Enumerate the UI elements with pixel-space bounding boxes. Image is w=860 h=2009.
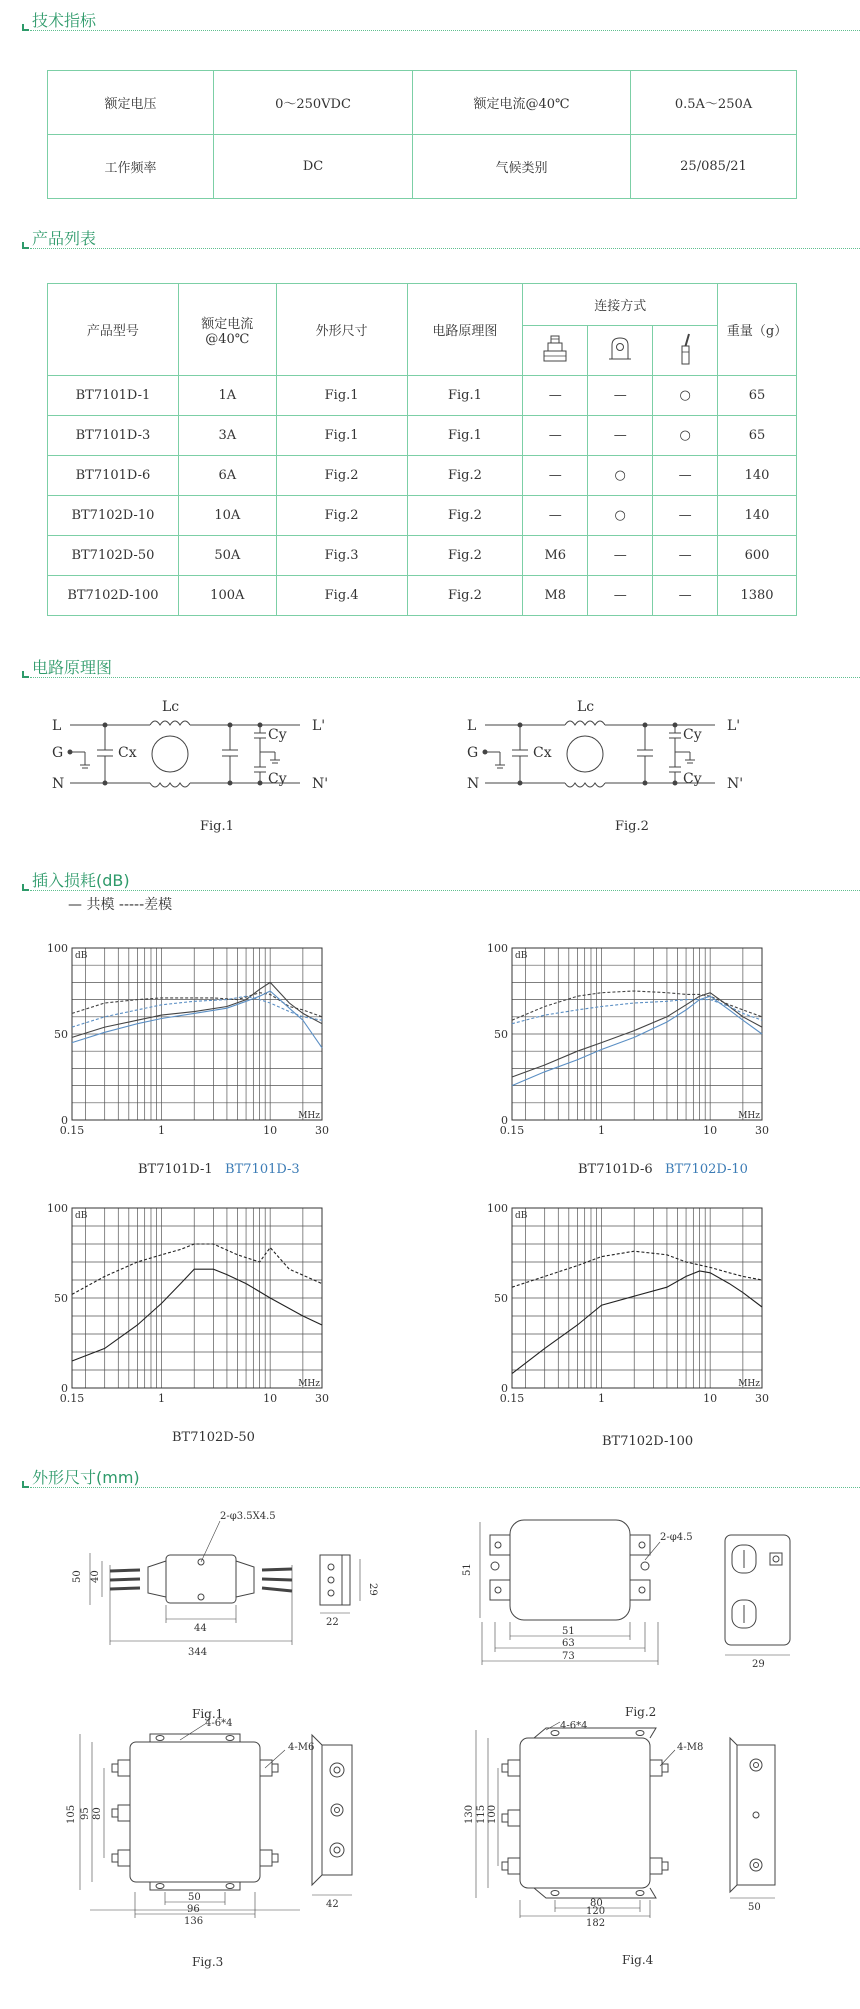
y-tick-label: 0 (61, 1114, 68, 1127)
spec-label: 额定电压 (48, 71, 214, 135)
y-tick-label: 50 (54, 1028, 68, 1041)
chart-caption-1: BT7101D-1 BT7101D-3 (138, 1162, 300, 1177)
insertion-loss-chart-1 (47, 940, 360, 1140)
dimension-drawing-fig4 (460, 1720, 820, 1929)
dimension-drawing-fig1 (70, 1505, 400, 1675)
series-line-2 (512, 1251, 762, 1287)
series-line-3 (512, 996, 762, 1085)
spec-label: 额定电流@40℃ (413, 71, 631, 135)
section-corner (22, 242, 29, 249)
connection-icon-faston (588, 326, 653, 376)
y-tick-label: 100 (487, 1202, 508, 1215)
spec-value: 25/085/21 (631, 135, 797, 199)
section-title-circuit: 电路原理图 (32, 658, 113, 677)
chart-legend: — 共模 -----差模 (68, 897, 173, 913)
table-row (48, 376, 797, 416)
dim-hole: 4-6*4 (560, 1720, 588, 1732)
header-size: 外形尺寸 (276, 284, 407, 376)
section-divider (30, 30, 860, 31)
dimension-drawing-fig2 (460, 1510, 820, 1680)
dim-w182: 182 (586, 1918, 606, 1929)
x-tick-label: 0.15 (59, 1392, 85, 1405)
table-cell: ○ (653, 376, 718, 416)
circuit-label-g: G (52, 745, 64, 761)
dim-h50: 50 (72, 1570, 83, 1583)
series-line-2 (512, 991, 762, 1020)
y-tick-label: 50 (494, 1292, 508, 1305)
section-divider (30, 890, 860, 891)
spec-label: 工作频率 (48, 135, 214, 199)
table-row (48, 576, 797, 616)
table-cell: Fig.2 (407, 576, 523, 616)
table-cell: — (523, 376, 588, 416)
table-cell: BT7101D-1 (48, 376, 179, 416)
circuit-label-cx: Cx (118, 745, 137, 761)
circuit-label-l: L (52, 718, 62, 734)
dim-hole: 4-6*4 (205, 1718, 233, 1729)
insertion-loss-chart-3 (47, 1200, 360, 1410)
dim-d50: 50 (748, 1902, 761, 1913)
table-cell: BT7102D-100 (48, 576, 179, 616)
dim-w96: 96 (187, 1904, 200, 1915)
dim-h95: 95 (80, 1807, 91, 1820)
spec-value: DC (214, 135, 413, 199)
table-cell: — (523, 416, 588, 456)
table-row (48, 496, 797, 536)
circuit-label-lc: Lc (577, 699, 595, 715)
dim-thread: 4-M6 (288, 1742, 315, 1753)
header-weight: 重量（g） (718, 284, 797, 376)
header-model: 产品型号 (48, 284, 179, 376)
section-title-tech: 技术指标 (32, 11, 97, 30)
series-line-1 (512, 1271, 762, 1374)
dim-h115: 115 (476, 1804, 487, 1824)
x-tick-label: 30 (315, 1124, 329, 1137)
y-tick-label: 0 (501, 1114, 508, 1127)
table-cell: Fig.1 (276, 376, 407, 416)
y-tick-label: 0 (61, 1382, 68, 1395)
x-tick-label: 10 (703, 1392, 718, 1405)
table-cell: — (523, 496, 588, 536)
table-cell: Fig.1 (276, 416, 407, 456)
table-cell: Fig.3 (276, 536, 407, 576)
y-tick-label: 50 (494, 1028, 508, 1041)
table-cell: — (653, 456, 718, 496)
x-tick-label: 1 (598, 1124, 606, 1137)
table-cell: 140 (718, 456, 797, 496)
y-tick-label: 100 (47, 1202, 68, 1215)
x-tick-label: 10 (263, 1392, 278, 1405)
dim-w63: 63 (562, 1638, 575, 1649)
dim-caption-fig4: Fig.4 (622, 1953, 654, 1967)
section-title-dims: 外形尺寸(mm) (32, 1468, 140, 1487)
table-cell: 600 (718, 536, 797, 576)
section-title-loss: 插入损耗(dB) (32, 871, 130, 890)
table-cell: 50A (178, 536, 276, 576)
dim-caption-fig2: Fig.2 (625, 1705, 657, 1719)
chart-caption-4: BT7102D-100 (602, 1434, 694, 1449)
dim-w344: 344 (188, 1647, 208, 1658)
dim-d42: 42 (326, 1899, 339, 1910)
table-cell: 10A (178, 496, 276, 536)
section-title-products: 产品列表 (32, 229, 97, 248)
dim-w73: 73 (562, 1651, 575, 1662)
table-row (48, 416, 797, 456)
x-axis-label: MHz (738, 1379, 760, 1389)
series-line-1 (72, 982, 322, 1037)
x-tick-label: 0.15 (499, 1124, 525, 1137)
table-row (48, 456, 797, 496)
y-tick-label: 0 (501, 1382, 508, 1395)
dim-d29: 29 (752, 1659, 765, 1670)
wire-lead-icon (670, 332, 700, 366)
dim-w44: 44 (194, 1623, 207, 1634)
x-axis-label: MHz (298, 1379, 320, 1389)
y-axis-label: dB (75, 1211, 88, 1221)
dimension-drawing-fig3 (60, 1718, 400, 1927)
chart-grid (512, 948, 762, 1120)
section-corner (22, 24, 29, 31)
circuit-label-cy: Cy (683, 727, 702, 743)
x-tick-label: 1 (598, 1392, 606, 1405)
circuit-caption: Fig.2 (615, 819, 649, 834)
chart-grid (72, 1208, 322, 1388)
faston-terminal-icon (605, 333, 635, 365)
circuit-caption: Fig.1 (200, 819, 234, 834)
circuit-label-lc: Lc (162, 699, 180, 715)
table-cell: 65 (718, 416, 797, 456)
stud-terminal-icon (540, 333, 570, 365)
table-cell: — (588, 376, 653, 416)
section-corner (22, 884, 29, 891)
chart-caption-3: BT7102D-50 (172, 1430, 255, 1445)
circuit-label-n: N (52, 776, 65, 792)
table-row (48, 536, 797, 576)
x-axis-label: MHz (738, 1111, 760, 1121)
table-cell: Fig.2 (407, 496, 523, 536)
x-tick-label: 0.15 (59, 1124, 85, 1137)
x-tick-label: 10 (703, 1124, 718, 1137)
table-cell: 140 (718, 496, 797, 536)
table-cell: — (653, 536, 718, 576)
dim-h100: 100 (487, 1804, 498, 1824)
x-tick-label: 30 (755, 1124, 769, 1137)
table-cell: BT7102D-50 (48, 536, 179, 576)
circuit-label-l: L (467, 718, 477, 734)
circuit-label-g: G (467, 745, 479, 761)
y-tick-label: 100 (47, 942, 68, 955)
connection-icon-stud (523, 326, 588, 376)
header-current: 额定电流 @40℃ (178, 284, 276, 376)
chart-caption-2: BT7101D-6 BT7102D-10 (578, 1162, 748, 1177)
table-cell: Fig.1 (407, 376, 523, 416)
dim-thread: 4-M8 (677, 1742, 704, 1753)
y-axis-label: dB (515, 1211, 528, 1221)
table-cell: — (588, 536, 653, 576)
dim-w51: 51 (562, 1626, 575, 1637)
dim-w50: 50 (188, 1892, 201, 1903)
dim-w136: 136 (184, 1916, 204, 1927)
x-tick-label: 1 (158, 1124, 166, 1137)
dim-w120: 120 (586, 1906, 606, 1917)
dim-caption-fig1: Fig.1 (192, 1707, 224, 1721)
table-cell: — (653, 496, 718, 536)
table-cell: BT7102D-10 (48, 496, 179, 536)
table-cell: BT7101D-6 (48, 456, 179, 496)
connection-icon-wire (653, 326, 718, 376)
insertion-loss-chart-4 (487, 1200, 800, 1410)
series-line-1 (72, 1269, 322, 1361)
table-cell: ○ (653, 416, 718, 456)
circuit-label-np: N' (312, 776, 329, 792)
table-cell: Fig.4 (276, 576, 407, 616)
table-cell: BT7101D-3 (48, 416, 179, 456)
circuit-label-cy: Cy (268, 771, 287, 787)
table-cell: Fig.2 (276, 496, 407, 536)
section-divider (30, 1487, 860, 1488)
x-tick-label: 0.15 (499, 1392, 525, 1405)
circuit-label-np: N' (727, 776, 744, 792)
circuit-label-cy: Cy (683, 771, 702, 787)
dim-h105: 105 (66, 1804, 77, 1824)
y-axis-label: dB (515, 951, 528, 961)
y-tick-label: 50 (54, 1292, 68, 1305)
table-cell: Fig.2 (276, 456, 407, 496)
dim-d22: 22 (326, 1617, 339, 1628)
header-circuit: 电路原理图 (407, 284, 523, 376)
circuit-label-lp: L' (727, 718, 741, 734)
table-cell: — (523, 456, 588, 496)
table-cell: M8 (523, 576, 588, 616)
table-cell: — (653, 576, 718, 616)
table-cell: Fig.2 (407, 456, 523, 496)
section-corner (22, 1481, 29, 1488)
x-tick-label: 30 (315, 1392, 329, 1405)
table-cell: ○ (588, 496, 653, 536)
chart-grid (512, 1208, 762, 1388)
section-divider (30, 677, 860, 678)
x-tick-label: 30 (755, 1392, 769, 1405)
table-cell: 1380 (718, 576, 797, 616)
section-corner (22, 671, 29, 678)
chart-grid (72, 948, 322, 1120)
spec-label: 气候类别 (413, 135, 631, 199)
table-cell: ○ (588, 456, 653, 496)
dim-h130: 130 (464, 1804, 475, 1824)
spec-value: 0～250VDC (214, 71, 413, 135)
tech-spec-table (47, 70, 797, 199)
product-table (47, 283, 797, 616)
insertion-loss-chart-2 (487, 940, 800, 1140)
circuit-label-lp: L' (312, 718, 326, 734)
dim-h80: 80 (92, 1807, 103, 1820)
dim-h40: 40 (90, 1570, 101, 1583)
y-axis-label: dB (75, 951, 88, 961)
x-tick-label: 10 (263, 1124, 278, 1137)
circuit-label-cy: Cy (268, 727, 287, 743)
section-divider (30, 248, 860, 249)
dim-d29: 29 (367, 1583, 378, 1596)
circuit-diagram-fig2 (465, 695, 825, 840)
table-cell: 3A (178, 416, 276, 456)
spec-value: 0.5A～250A (631, 71, 797, 135)
circuit-label-n: N (467, 776, 480, 792)
dim-caption-fig3: Fig.3 (192, 1955, 224, 1969)
table-cell: — (588, 576, 653, 616)
circuit-diagram-fig1 (50, 695, 410, 840)
dim-hole: 2-φ4.5 (660, 1532, 693, 1543)
x-tick-label: 1 (158, 1392, 166, 1405)
x-axis-label: MHz (298, 1111, 320, 1121)
table-cell: Fig.2 (407, 536, 523, 576)
dim-h51: 51 (462, 1563, 473, 1576)
dim-hole: 2-φ3.5X4.5 (220, 1511, 276, 1522)
table-cell: 65 (718, 376, 797, 416)
table-cell: M6 (523, 536, 588, 576)
table-cell: 100A (178, 576, 276, 616)
dim-w80: 80 (590, 1898, 603, 1909)
y-tick-label: 100 (487, 942, 508, 955)
table-cell: 6A (178, 456, 276, 496)
header-connection: 连接方式 (523, 284, 718, 326)
table-cell: Fig.1 (407, 416, 523, 456)
circuit-label-cx: Cx (533, 745, 552, 761)
table-cell: — (588, 416, 653, 456)
table-cell: 1A (178, 376, 276, 416)
